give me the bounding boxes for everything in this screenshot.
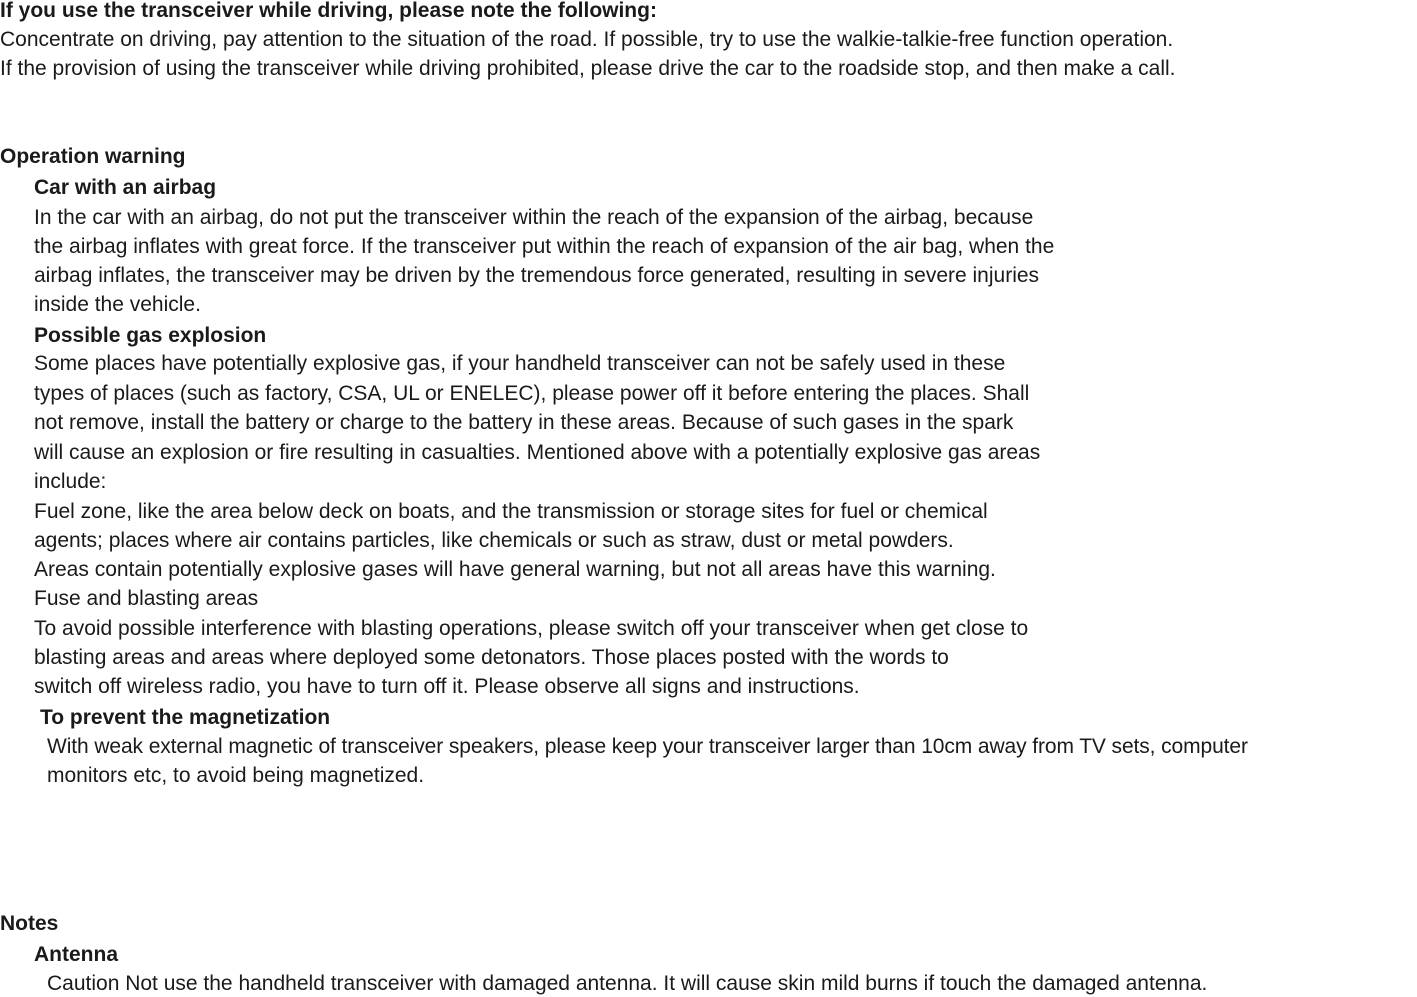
gas-line: blasting areas and areas where deployed some detonators. Those places posted with the words to bbox=[34, 646, 949, 669]
antenna-heading: Antenna bbox=[34, 943, 118, 966]
gas-line: Fuse and blasting areas bbox=[34, 587, 259, 610]
gas-line: types of places (such as factory, CSA, UL or ENELEC), please power off it before entering the places. Shall bbox=[34, 382, 1030, 405]
magnet-heading: To prevent the magnetization bbox=[40, 706, 331, 729]
airbag-line: the airbag inflates with great force. If the transceiver put within the reach of expansion of the air bag, when the bbox=[34, 235, 1055, 258]
driving-line: If the provision of using the transceiver while driving prohibited, please drive the car to the roadside stop, and then make a call. bbox=[0, 57, 1176, 80]
gas-line: Areas contain potentially explosive gases will have general warning, but not all areas have this warning. bbox=[34, 558, 996, 581]
gas-line: agents; places where air contains particles, like chemicals or such as straw, dust or metal powders. bbox=[34, 529, 954, 552]
notes-heading: Notes bbox=[0, 912, 59, 935]
driving-line: Concentrate on driving, pay attention to the situation of the road. If possible, try to use the walkie-talkie-free function operation. bbox=[0, 28, 1174, 51]
gas-line: not remove, install the battery or charge to the battery in these areas. Because of such gases in the spark bbox=[34, 411, 1014, 434]
airbag-line: inside the vehicle. bbox=[34, 293, 201, 316]
gas-line: Some places have potentially explosive gas, if your handheld transceiver can not be safely used in these bbox=[34, 352, 1006, 375]
gas-line: switch off wireless radio, you have to turn off it. Please observe all signs and instructions. bbox=[34, 675, 860, 698]
gas-line: To avoid possible interference with blasting operations, please switch off your transceiver when get close to bbox=[34, 617, 1029, 640]
airbag-line: airbag inflates, the transceiver may be driven by the tremendous force generated, resulting in severe injuries bbox=[34, 264, 1040, 287]
operation-warning-heading: Operation warning bbox=[0, 145, 186, 168]
driving-heading: If you use the transceiver while driving, please note the following: bbox=[0, 0, 657, 22]
gas-line: Fuel zone, like the area below deck on boats, and the transmission or storage sites for fuel or chemical bbox=[34, 500, 988, 523]
antenna-line: Caution Not use the handheld transceiver with damaged antenna. It will cause skin mild burns if touch the damaged antenna. bbox=[47, 972, 1208, 995]
gas-line: include: bbox=[34, 470, 107, 493]
gas-line: will cause an explosion or fire resulting in casualties. Mentioned above with a potentially explosive gas areas bbox=[34, 441, 1041, 464]
magnet-line: With weak external magnetic of transceiver speakers, please keep your transceiver larger than 10cm away from TV sets, computer bbox=[47, 735, 1248, 758]
airbag-line: In the car with an airbag, do not put the transceiver within the reach of the expansion of the airbag, because bbox=[34, 206, 1034, 229]
gas-heading: Possible gas explosion bbox=[34, 324, 267, 347]
magnet-line: monitors etc, to avoid being magnetized. bbox=[47, 764, 425, 787]
airbag-heading: Car with an airbag bbox=[34, 176, 217, 199]
